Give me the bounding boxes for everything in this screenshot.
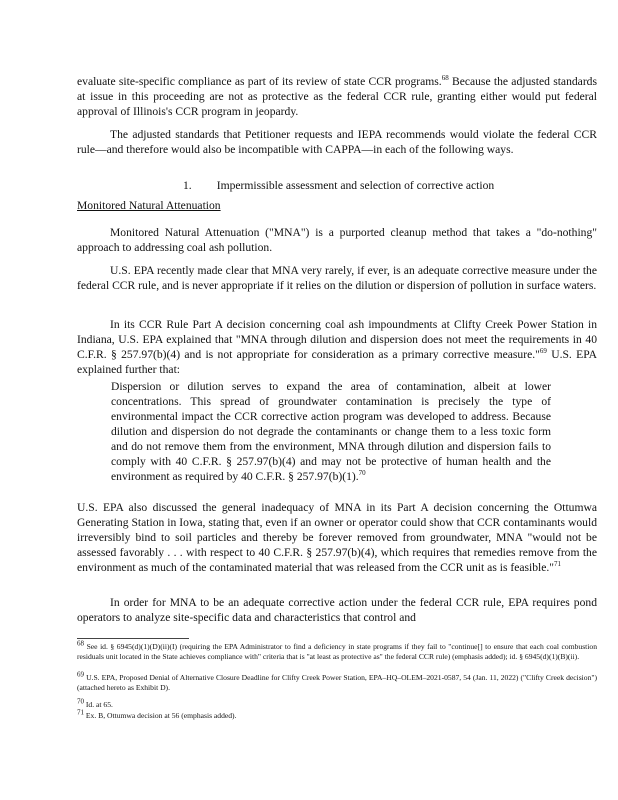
paragraph-clifty-creek-text-cont: U.S. EPA explained further that: — [77, 348, 597, 376]
footnote-ref-71[interactable]: 71 — [554, 560, 562, 569]
footnote-ref-69[interactable]: 69 — [539, 347, 547, 356]
paragraph-clifty-creek-text: In its CCR Rule Part A decision concerning coal ash impoundments at Clifty Creek Power Station in Indiana, U.S. EPA explained that "MNA through dilution and dispersion does not meet the requirements in 40 C.F.R. § 257.97(b)(4) and is not appropriate for consideration as a primary corrective measure." — [77, 318, 597, 361]
footnote-divider — [77, 638, 189, 639]
footnote-68 — [77, 639, 597, 663]
paragraph-ottumwa-text: U.S. EPA also discussed the general inadequacy of MNA in its Part A decision concerning the Ottumwa Generating Station in Iowa, stating that, even if an owner or operator could show that CCR contaminants would irreversibly bind to soil particles and thereby be forever removed from groundwater, MNA "would not be assessed favorably . . . with respect to 40 C.F.R. § 257.97(b)(4), which requires that remedies remove from the environment as much of the contaminated material that was released from the CCR unit as is feasible." — [77, 501, 597, 574]
footnote-number: 71 — [77, 708, 84, 717]
footnote-71 — [77, 708, 597, 721]
paragraph-mna-definition: Monitored Natural Attenuation ("MNA") is a purported cleanup method that takes a "do-nothing" approach to addressing coal ash pollution. — [77, 226, 597, 254]
paragraph-mna-requirements: In order for MNA to be an adequate corrective action under the federal CCR rule, EPA requires pond operators to analyze site-specific data and characteristics that control and — [77, 596, 597, 624]
footnote-number: 68 — [77, 639, 84, 648]
section-title: Impermissible assessment and selection of corrective action — [216, 179, 495, 192]
footnote-text: U.S. EPA, Proposed Denial of Alternative Closure Deadline for Clifty Creek Power Station, EPA–HQ–OLEM–2021-0587, 54 (Jan. 11, 2022) ("Clifty Creek decision") (attached hereto as Exhibit D). — [77, 673, 598, 693]
footnote-ref-68[interactable]: 68 — [441, 74, 449, 83]
paragraph-intro-text: evaluate site-specific compliance as part of its review of state CCR programs. — [77, 75, 442, 88]
footnote-text: Id. at 65. — [85, 700, 113, 709]
paragraph-clifty-creek — [77, 317, 597, 377]
paragraph-intro — [77, 74, 597, 119]
section-number: 1. — [183, 179, 192, 192]
paragraph-intro-text-cont: Because the adjusted standards at issue in this proceeding are not as protective as the federal CCR rule, granting either would put federal approval of Illinois's CCR program in jeopardy. — [77, 75, 597, 118]
footnote-text: See id. § 6945(d)(1)(D)(ii)(I) (requiring the EPA Administrator to find a deficiency in state programs if they fail to "continue[] to ensure that each coal combustion residuals unit located in the State achieves compliance with" criteria that is "at least as protective as" the federal CCR rule) (emphasis added); id. § 6945(d)(1)(B)(ii). — [77, 642, 597, 662]
paragraph-epa-mna: U.S. EPA recently made clear that MNA very rarely, if ever, is an adequate corrective measure under the federal CCR rule, and is never appropriate if it relies on the dilution or dispersion of pollution in surface waters. — [77, 264, 597, 292]
footnote-69 — [77, 670, 598, 694]
footnote-ref-70[interactable]: 70 — [358, 469, 366, 478]
paragraph-violations: The adjusted standards that Petitioner requests and IEPA recommends would violate the federal CCR rule—and therefore would also be incompatible with CAPPA—in each of the following ways. — [77, 128, 597, 156]
block-quote-text: Dispersion or dilution serves to expand the area of contamination, albeit at lower concentrations. This spread of groundwater contamination is precisely the type of environmental impact the CCR corrective action program was developed to address. Because dilution and dispersion do not degrade the contaminants or change them to a less toxic form and do not remove them from the environment, MNA through dilution and dispersion fails to comply with 40 C.F.R. § 257.97(b)(4) and may not be protective of human health and the environment as required by 40 C.F.R. § 257.97(b)(1). — [111, 380, 551, 483]
footnote-text: Ex. B, Ottumwa decision at 56 (emphasis added). — [85, 711, 237, 720]
subheading-mna: Monitored Natural Attenuation — [77, 199, 221, 212]
footnote-number: 70 — [77, 697, 84, 706]
section-heading — [183, 178, 494, 193]
footnote-number: 69 — [77, 670, 84, 679]
block-quote — [111, 379, 551, 484]
paragraph-ottumwa — [77, 500, 597, 575]
footnote-70 — [77, 697, 597, 710]
